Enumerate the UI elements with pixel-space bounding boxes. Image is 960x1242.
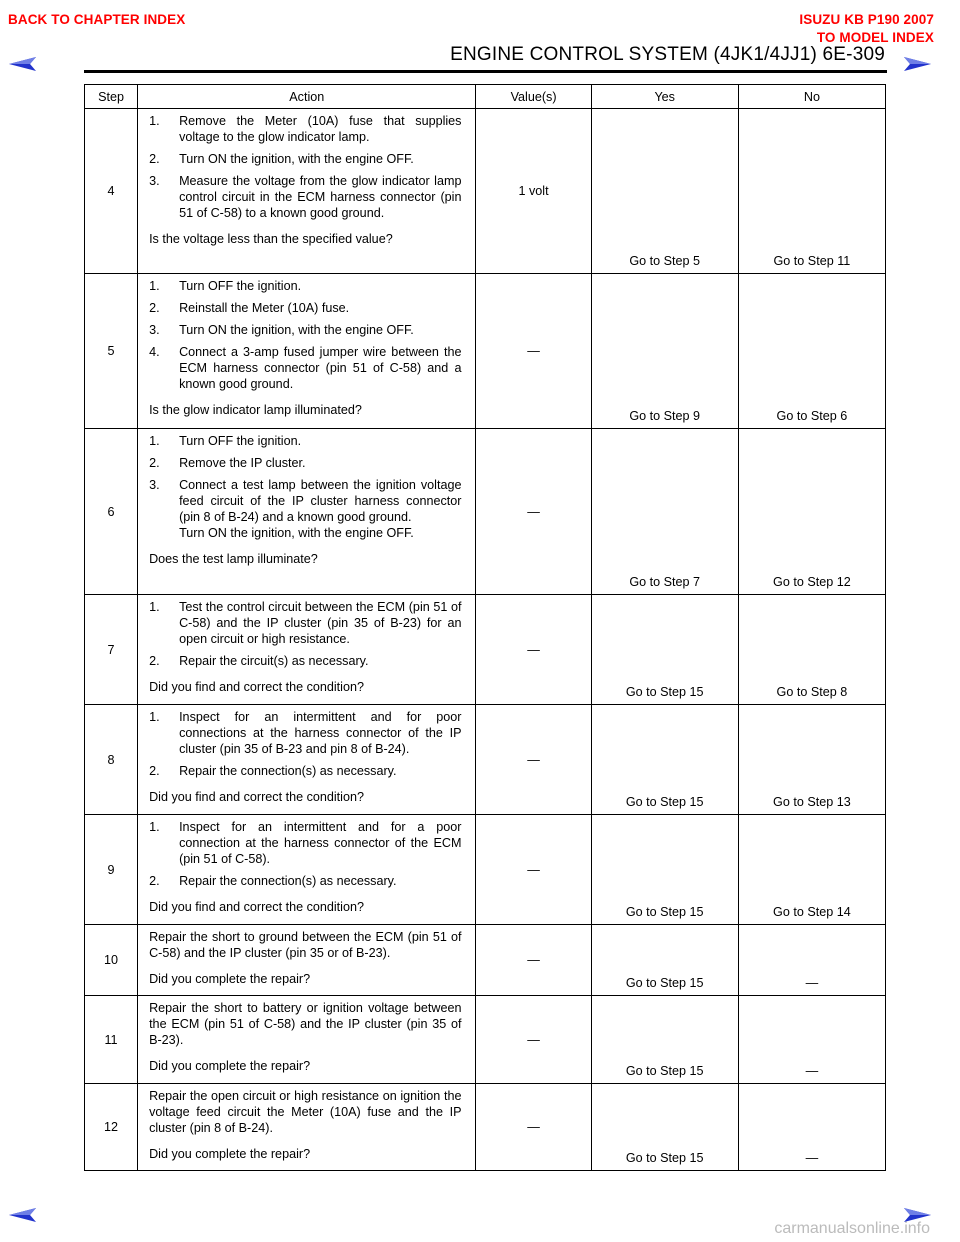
table-row [85, 595, 886, 705]
previous-page-arrow-icon[interactable] [8, 1206, 38, 1224]
action-item: 2. Repair the circuit(s) as necessary. [149, 654, 369, 668]
value-cell: — [476, 1084, 591, 1171]
to-model-index-link[interactable]: TO MODEL INDEX [816, 30, 934, 45]
no-cell: Go to Step 6 [738, 274, 885, 429]
step-number: 12 [85, 1084, 138, 1171]
page-header-title: ENGINE CONTROL SYSTEM (4JK1/4JJ1) 6E-309 [450, 44, 885, 65]
yes-cell: Go to Step 15 [591, 1084, 738, 1171]
action-item: 4. Connect a 3-amp fused jumper wire between the ECM harness connector (pin 51 of C-58) and a known good ground. [149, 345, 462, 391]
header-yes: Yes [591, 85, 738, 109]
yes-cell: Go to Step 15 [591, 595, 738, 705]
step-number: 9 [85, 815, 138, 925]
no-cell: Go to Step 13 [738, 705, 885, 815]
action-question: Did you complete the repair? [149, 1059, 311, 1073]
action-item: 3. Measure the voltage from the glow indicator lamp control circuit in the ECM harness connector (pin 51 of C-58) to a known good ground. [149, 174, 462, 220]
diagnostic-table [84, 84, 886, 1171]
no-cell: — [738, 1084, 885, 1171]
back-to-chapter-index-link[interactable]: BACK TO CHAPTER INDEX [8, 12, 186, 27]
action-item: 1. Inspect for an intermittent and for poor connections at the harness connector of the IP cluster (pin 35 of B-23 and pin 8 of B-24). [149, 710, 462, 756]
action-question: Did you find and correct the condition? [149, 680, 364, 694]
table-header-row [85, 85, 886, 109]
action-paragraph: Repair the short to battery or ignition voltage between the ECM (pin 51 of C-58) and the IP cluster (pin 35 of B-23). [149, 1001, 462, 1047]
value-cell: — [476, 429, 591, 595]
action-item: 2. Turn ON the ignition, with the engine OFF. [149, 152, 414, 166]
action-item: 1. Turn OFF the ignition. [149, 434, 302, 448]
action-cell [138, 274, 476, 429]
header-action: Action [138, 85, 476, 109]
action-item: 1. Turn OFF the ignition. [149, 279, 302, 293]
yes-cell: Go to Step 15 [591, 925, 738, 996]
value-cell: — [476, 815, 591, 925]
action-item: 2. Repair the connection(s) as necessary. [149, 874, 397, 888]
action-question: Is the glow indicator lamp illuminated? [149, 403, 362, 417]
no-cell: Go to Step 14 [738, 815, 885, 925]
action-cell [138, 109, 476, 274]
step-number: 6 [85, 429, 138, 595]
value-cell: — [476, 705, 591, 815]
yes-cell: Go to Step 15 [591, 996, 738, 1084]
yes-cell: Go to Step 9 [591, 274, 738, 429]
step-number: 5 [85, 274, 138, 429]
table-row [85, 1084, 886, 1171]
action-cell [138, 815, 476, 925]
no-cell: — [738, 996, 885, 1084]
table-row [85, 815, 886, 925]
previous-page-arrow-icon[interactable] [8, 55, 38, 73]
action-item: 2. Reinstall the Meter (10A) fuse. [149, 301, 350, 315]
action-item: 3. Turn ON the ignition, with the engine OFF. [149, 323, 414, 337]
action-extra: Turn ON the ignition, with the engine OFF. [179, 526, 414, 540]
no-cell: — [738, 925, 885, 996]
no-cell: Go to Step 8 [738, 595, 885, 705]
action-item: 2. Remove the IP cluster. [149, 456, 306, 470]
model-title-link[interactable]: ISUZU KB P190 2007 [799, 12, 934, 27]
step-number: 4 [85, 109, 138, 274]
header-divider [84, 70, 887, 73]
action-question: Did you complete the repair? [149, 972, 311, 986]
action-cell [138, 705, 476, 815]
action-paragraph: Repair the open circuit or high resistance on ignition the voltage feed circuit the Meter (10A) fuse and the IP cluster (pin 8 of B-24). [149, 1089, 462, 1135]
value-cell: — [476, 274, 591, 429]
yes-cell: Go to Step 15 [591, 815, 738, 925]
table-row [85, 925, 886, 996]
watermark-text: carmanualsonline.info [774, 1220, 930, 1237]
action-item: 3. Connect a test lamp between the ignition voltage feed circuit of the IP cluster harness connector (pin 8 of B-24) and a known good ground. Turn ON the ignition, with the engine OFF. [149, 478, 462, 540]
action-question: Did you find and correct the condition? [149, 790, 364, 804]
action-item: 1. Remove the Meter (10A) fuse that supplies voltage to the glow indicator lamp. [149, 114, 462, 144]
action-question: Does the test lamp illuminate? [149, 552, 318, 566]
table-row [85, 109, 886, 274]
action-cell [138, 429, 476, 595]
action-item: 1. Inspect for an intermittent and for a poor connection at the harness connector of the ECM (pin 51 of C-58). [149, 820, 462, 866]
table-row [85, 274, 886, 429]
action-question: Did you complete the repair? [149, 1147, 311, 1161]
action-paragraph: Repair the short to ground between the ECM (pin 51 of C-58) and the IP cluster (pin 35 or of B-23). [149, 930, 462, 960]
header-step: Step [85, 85, 138, 109]
table-row [85, 429, 886, 595]
value-cell: — [476, 996, 591, 1084]
action-cell [138, 1084, 476, 1171]
no-cell: Go to Step 11 [738, 109, 885, 274]
yes-cell: Go to Step 7 [591, 429, 738, 595]
yes-cell: Go to Step 15 [591, 705, 738, 815]
table-row [85, 996, 886, 1084]
no-cell: Go to Step 12 [738, 429, 885, 595]
header-no: No [738, 85, 885, 109]
action-item: 2. Repair the connection(s) as necessary. [149, 764, 397, 778]
header-value: Value(s) [476, 85, 591, 109]
value-cell: 1 volt [476, 109, 591, 274]
action-cell [138, 595, 476, 705]
value-cell: — [476, 595, 591, 705]
step-number: 7 [85, 595, 138, 705]
action-question: Did you find and correct the condition? [149, 900, 364, 914]
step-number: 8 [85, 705, 138, 815]
step-number: 11 [85, 996, 138, 1084]
action-item: 1. Test the control circuit between the ECM (pin 51 of C-58) and the IP cluster (pin 35 of B-23) for an open circuit or high resistance. [149, 600, 462, 646]
action-question: Is the voltage less than the specified value? [149, 232, 393, 246]
step-number: 10 [85, 925, 138, 996]
action-cell [138, 925, 476, 996]
table-row [85, 705, 886, 815]
action-cell [138, 996, 476, 1084]
yes-cell: Go to Step 5 [591, 109, 738, 274]
next-page-arrow-icon[interactable] [902, 55, 932, 73]
value-cell: — [476, 925, 591, 996]
